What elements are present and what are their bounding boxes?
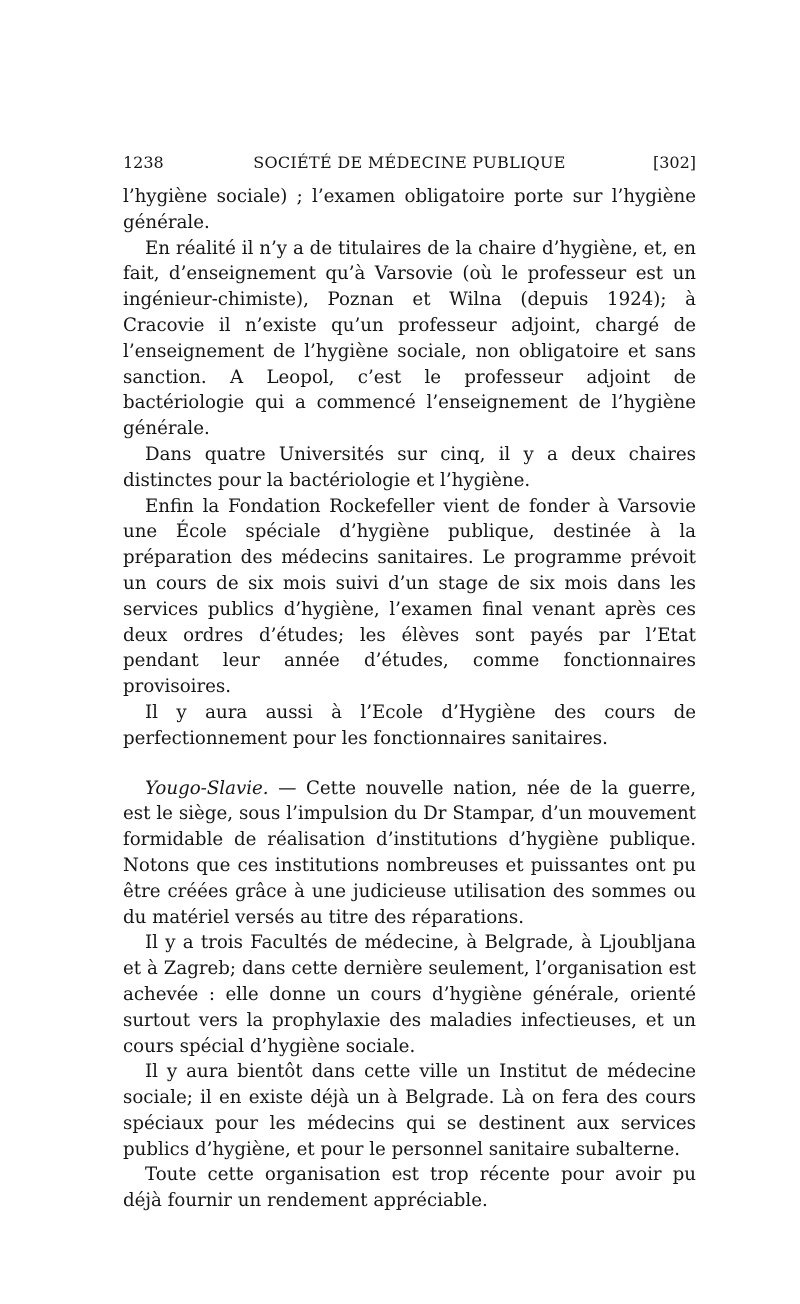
paragraph: Dans quatre Universités sur cinq, il y a deux chaires distinctes pour la bactériologie et l’hygiène.	[123, 443, 696, 491]
paragraph: Toute cette organisation est trop récente pour avoir pu déjà fournir un rendement appréciable.	[123, 1164, 696, 1212]
page-number: 1238	[123, 153, 164, 172]
paragraph: Enfin la Fondation Rockefeller vient de fonder à Varsovie une École spéciale d’hygiène publique, destinée à la préparation des médecins sanitaires. Le programme prévoit un cours de six mois suivi d’un stage de six mois dans les services publics d’hygiène, l’examen final venant après ces deux ordres d’études; les élèves sont payés par l’Etat pendant leur année d’études, comme fonctionnaires provisoires.	[123, 495, 696, 698]
body-text	[123, 184, 696, 1214]
section-heading: Yougo-Slavie.	[145, 777, 269, 799]
paragraph: Il y a trois Facultés de médecine, à Belgrade, à Ljoubljana et à Zagreb; dans cette dernière seulement, l’organisation est achevée : elle donne un cours d’hygiène générale, orienté surtout vers la prophylaxie des maladies infectieuses, et un cours spécial d’hygiène sociale.	[123, 932, 696, 1057]
paragraph: Il y aura aussi à l’Ecole d’Hygiène des cours de perfectionnement pour les fonctionnaires sanitaires.	[123, 701, 696, 749]
paragraph: Il y aura bientôt dans cette ville un Institut de médecine sociale; il en existe déjà un à Belgrade. Là on fera des cours spéciaux pour les médecins qui se destinent aux services publics d’hygiène, et pour le personnel sanitaire subalterne.	[123, 1061, 696, 1160]
folio-number: [302]	[652, 153, 696, 172]
running-title: SOCIÉTÉ DE MÉDECINE PUBLIQUE	[253, 153, 566, 172]
running-head	[123, 150, 696, 176]
section-intro: — Cette nouvelle nation, née de la guerre, est le siège, sous l’impulsion du Dr Stampar, d’un mouvement formidable de réalisation d’institutions d’hygiène publique. Notons que ces institutions nombreuses et puissantes ont pu être créées grâce à une judicieuse utilisation des sommes ou du matériel versés au titre des réparations.	[123, 777, 696, 928]
section-spacer	[123, 752, 696, 776]
paragraph: En réalité il n’y a de titulaires de la chaire d’hygiène, et, en fait, d’enseignement qu’à Varsovie (où le professeur est un ingénieur-chimiste), Poznan et Wilna (depuis 1924); à Cracovie il n’existe qu’un professeur adjoint, chargé de l’enseignement de l’hygiène sociale, non obligatoire et sans sanction. A Leopol, c’est le professeur adjoint de bactériologie qui a commencé l’enseignement de l’hygiène générale.	[123, 237, 696, 440]
section-paragraph	[123, 776, 696, 931]
paragraph-continued: l’hygiène sociale) ; l’examen obligatoire porte sur l’hygiène générale.	[123, 186, 696, 233]
book-page	[123, 150, 696, 1214]
